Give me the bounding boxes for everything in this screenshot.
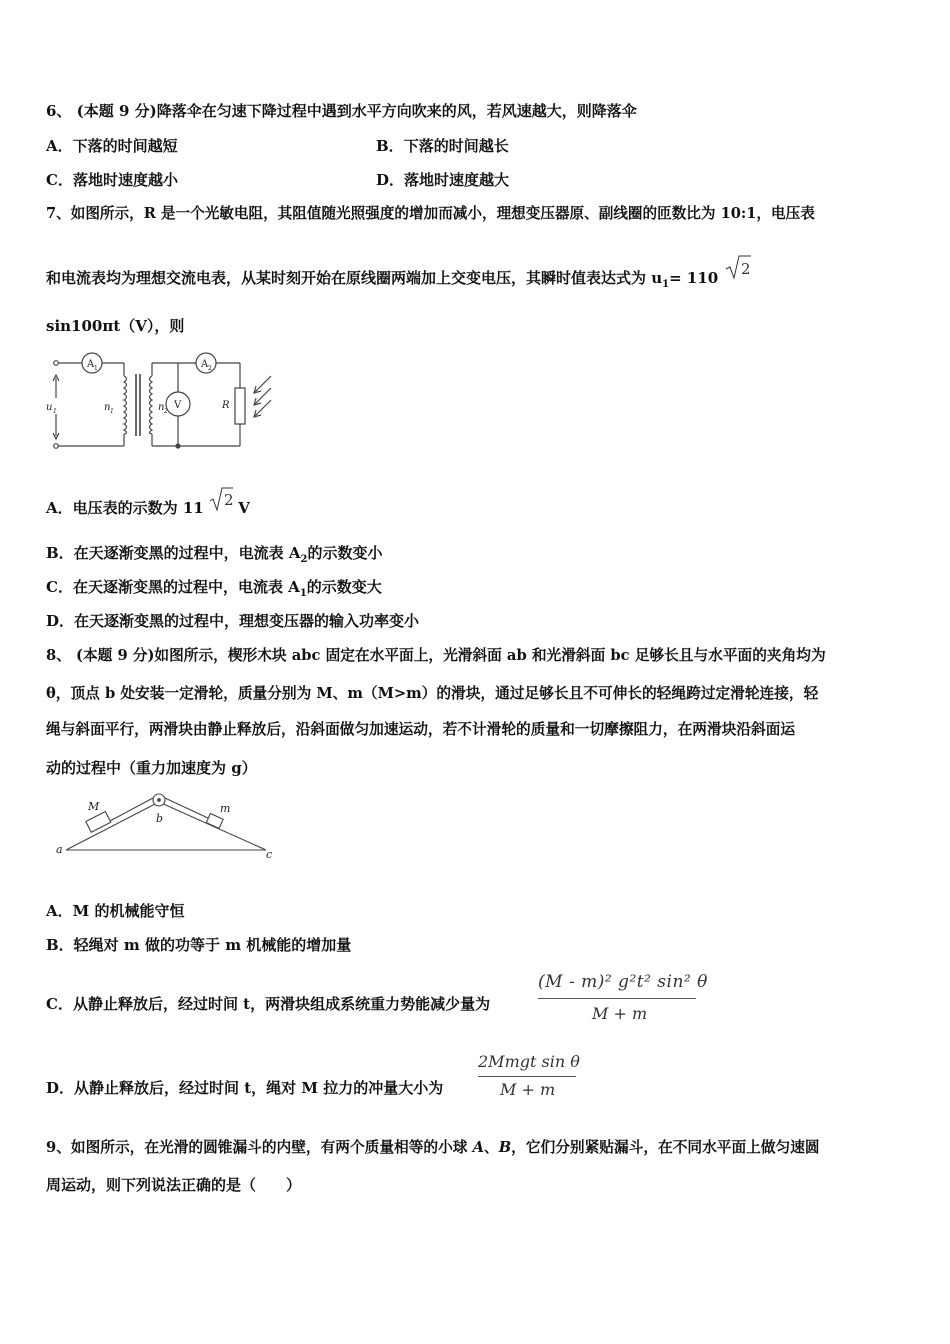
q7-line1: 7、如图所示，R 是一个光敏电阻，其阻值随光照强度的增加而减小，理想变压器原、副线圈的匝数比为 10:1，电压表 xyxy=(46,205,815,222)
q8-line2: θ，顶点 b 处安装一定滑轮，质量分别为 M、m（M>m）的滑块，通过足够长且不可伸长的轻绳跨过定滑轮连接，轻 xyxy=(46,685,819,702)
q8-option-c[interactable]: C．从静止释放后，经过时间 t，两滑块组成系统重力势能减少量为 xyxy=(46,995,491,1013)
q8-line4: 动的过程中（重力加速度为 g） xyxy=(46,759,257,777)
q8-incline-figure xyxy=(52,790,282,864)
q8-option-d-denominator: M + m xyxy=(500,1080,556,1099)
q7-option-a[interactable]: A．电压表的示数为 11 2 V xyxy=(46,496,250,522)
q8-line3: 绳与斜面平行，两滑块由静止释放后，沿斜面做匀加速运动，若不计滑轮的质量和一切摩擦阻力，在两滑块沿斜面运 xyxy=(46,721,796,738)
q7-option-d[interactable]: D．在天逐渐变黑的过程中，理想变压器的输入功率变小 xyxy=(46,612,420,630)
q9-line1: 9、如图所示，在光滑的圆锥漏斗的内壁，有两个质量相等的小球 A、B，它们分别紧贴漏斗，在不同水平面上做匀速圆 xyxy=(46,1139,820,1156)
label-a1: A xyxy=(87,359,95,370)
sqrt-icon xyxy=(725,254,751,280)
q8-option-b[interactable]: B．轻绳对 m 做的功等于 m 机械能的增加量 xyxy=(46,936,352,954)
q7-line2: 和电流表均为理想交流电表，从某时刻开始在原线圈两端加上交变电压，其瞬时值表达式为 $u_1= 110$ 2 xyxy=(46,266,751,295)
label-a: a xyxy=(56,843,63,856)
photoresistor-icon xyxy=(235,388,245,424)
label-m: m xyxy=(220,802,231,815)
q8-line1: 8、 (本题 9 分)如图所示，楔形木块 abc 固定在水平面上，光滑斜面 ab 和光滑斜面 bc 足够长且与水平面的夹角均为 xyxy=(46,647,826,664)
q6-option-d[interactable]: D．落地时速度越大 xyxy=(376,171,510,189)
q7-sqrt-value: 2 xyxy=(741,260,751,278)
primary-coil-icon xyxy=(124,376,127,434)
label-v: V xyxy=(174,400,182,411)
secondary-coil-icon xyxy=(150,376,153,434)
q8-option-c-denominator: M + m xyxy=(592,1004,648,1023)
q7-line3: sin100πt（V），则 xyxy=(46,317,185,335)
terminal-top-icon xyxy=(54,361,59,366)
label-u1: u xyxy=(46,402,53,413)
label-n2: n xyxy=(158,402,165,413)
fraction-bar xyxy=(478,1076,576,1077)
block-m-icon xyxy=(206,814,223,829)
label-c: c xyxy=(266,848,273,861)
svg-text:1: 1 xyxy=(53,408,57,415)
terminal-bottom-icon xyxy=(54,444,59,449)
label-n1: n xyxy=(104,402,111,413)
label-r: R xyxy=(222,400,230,411)
q8-option-d-numerator: 2Mmgt sin θ xyxy=(478,1052,580,1071)
q7-option-a-sqrt-value: 2 xyxy=(223,491,233,509)
label-b: b xyxy=(156,812,164,825)
q6-option-c[interactable]: C．落地时速度越小 xyxy=(46,171,178,189)
q7-option-c[interactable]: C．在天逐渐变黑的过程中，电流表 $A_1$的示数变大 xyxy=(46,578,382,599)
q6-option-b[interactable]: B．下落的时间越长 xyxy=(376,137,509,155)
svg-text:1: 1 xyxy=(94,365,98,372)
q8-option-c-numerator: (M - m)² g²t² sin² θ xyxy=(538,972,708,992)
rope-left xyxy=(108,798,153,822)
q7-circuit-figure xyxy=(46,348,286,456)
svg-text:2: 2 xyxy=(164,408,168,415)
sqrt-icon xyxy=(209,486,233,512)
junction-icon xyxy=(176,444,180,448)
q7-option-b[interactable]: B．在天逐渐变黑的过程中，电流表 $A_2$的示数变小 xyxy=(46,544,383,565)
label-M: M xyxy=(88,800,100,813)
q6-stem: 6、 (本题 9 分)降落伞在匀速下降过程中遇到水平方向吹来的风，若风速越大，则降落伞 xyxy=(46,102,637,120)
rope-right xyxy=(165,798,210,819)
q8-option-a[interactable]: A．M 的机械能守恒 xyxy=(46,902,185,920)
label-a2: A xyxy=(201,359,209,370)
q8-option-d[interactable]: D．从静止释放后，经过时间 t，绳对 M 拉力的冲量大小为 xyxy=(46,1079,444,1097)
svg-text:2: 2 xyxy=(208,365,212,372)
light-rays-icon xyxy=(254,376,271,417)
q6-option-a[interactable]: A．下落的时间越短 xyxy=(46,137,178,155)
fraction-bar xyxy=(538,998,696,999)
q9-line2: 周运动，则下列说法正确的是（ ） xyxy=(46,1176,302,1194)
svg-text:1: 1 xyxy=(110,408,114,415)
